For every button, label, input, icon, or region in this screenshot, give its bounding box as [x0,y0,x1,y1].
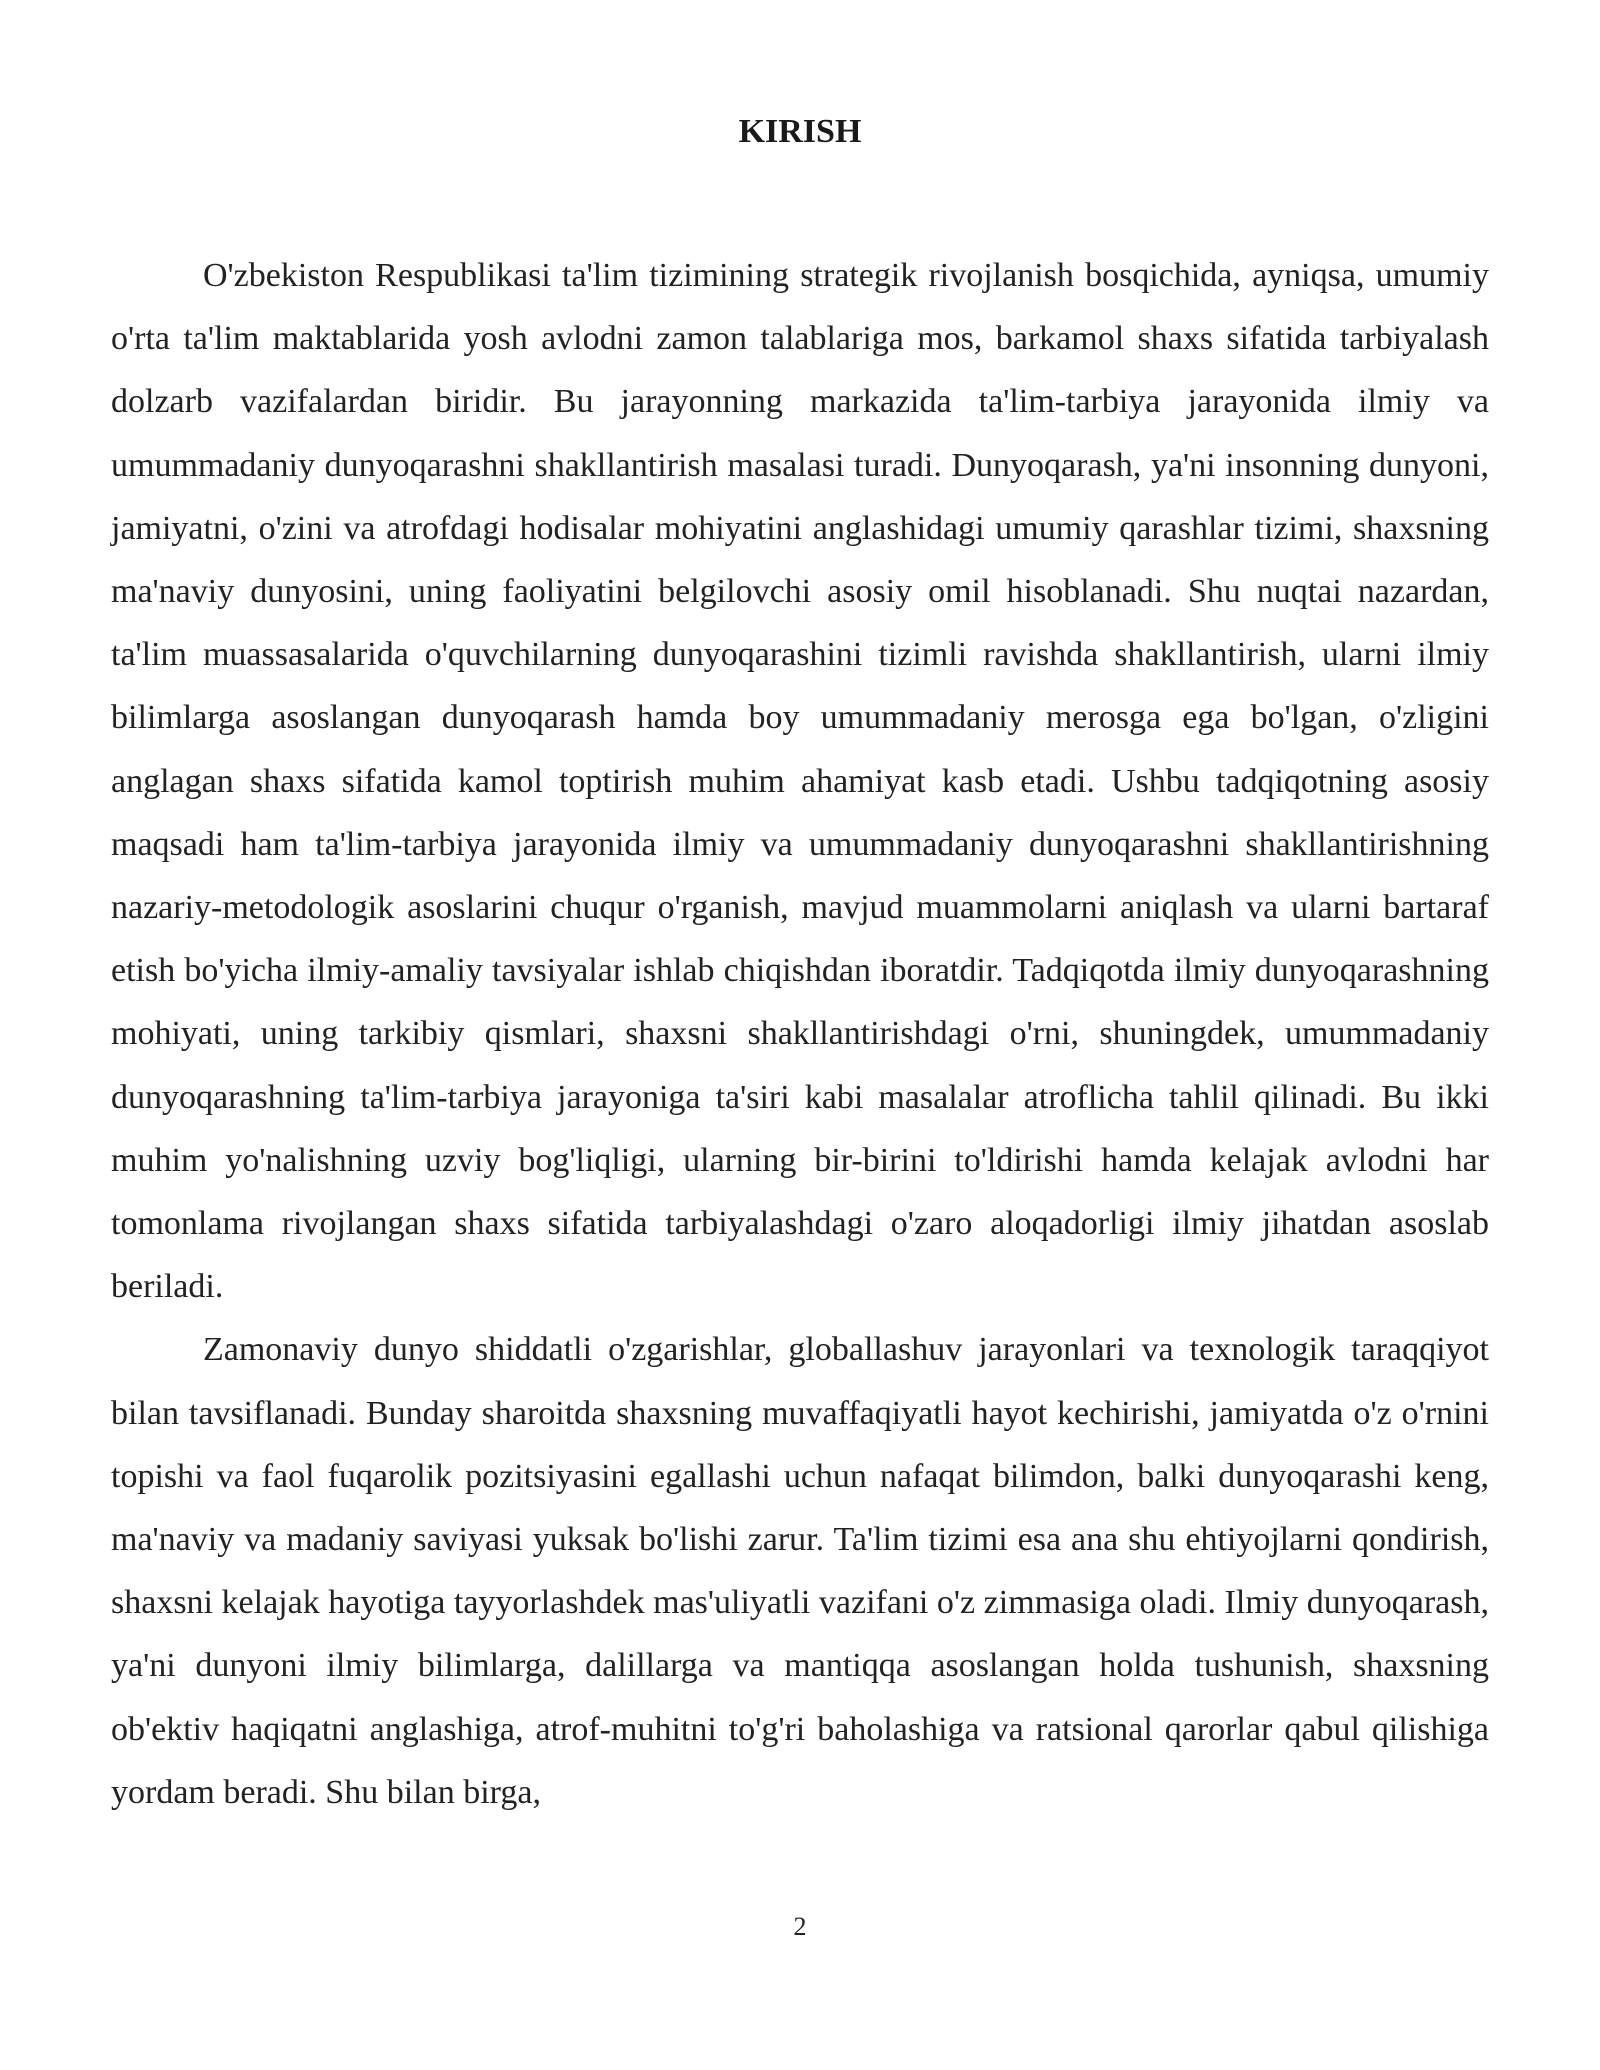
paragraph-2: Zamonaviy dunyo shiddatli o'zgarishlar, globallashuv jarayonlari va texnologik taraqqiyot bilan tavsiflanadi. Bunday sharoitda shaxsning muvaffaqiyatli hayot kechirishi, jamiyatda o'z o'rnini topishi va faol fuqarolik pozitsiyasini egallashi uchun nafaqat bilimdon, balki dunyoqarashi keng, ma'naviy va madaniy saviyasi yuksak bo'lishi zarur. Ta'lim tizimi esa ana shu ehtiyojlarni qondirish, shaxsni kelajak hayotiga tayyorlashdek mas'uliyatli vazifani o'z zimmasiga oladi. Ilmiy dunyoqarash, ya'ni dunyoni ilmiy bilimlarga, dalillarga va mantiqqa asoslangan holda tushunish, shaxsning ob'ektiv haqiqatni anglashiga, atrof-muhitni to'g'ri baholashiga va ratsional qarorlar qabul qilishiga yordam beradi. Shu bilan birga, [111,1331,1489,1811]
paragraph-1: O'zbekiston Respublikasi ta'lim tizimining strategik rivojlanish bosqichida, ayniqsa, umumiy o'rta ta'lim maktablarida yosh avlodni zamon talablariga mos, barkamol shaxs sifatida tarbiyalash dolzarb vazifalardan biridir. Bu jarayonning markazida ta'lim-tarbiya jarayonida ilmiy va umummadaniy dunyoqarashni shakllantirish masalasi turadi. Dunyoqarash, ya'ni insonning dunyoni, jamiyatni, o'zini va atrofdagi hodisalar mohiyatini anglashidagi umumiy qarashlar tizimi, shaxsning ma'naviy dunyosini, uning faoliyatini belgilovchi asosiy omil hisoblanadi. Shu nuqtai nazardan, ta'lim muassasalarida o'quvchilarning dunyoqarashini tizimli ravishda shakllantirish, ularni ilmiy bilimlarga asoslangan dunyoqarash hamda boy umummadaniy merosga ega bo'lgan, o'zligini anglagan shaxs sifatida kamol toptirish muhim ahamiyat kasb etadi. Ushbu tadqiqotning asosiy maqsadi ham ta'lim-tarbiya jarayonida ilmiy va umummadaniy dunyoqarashni shakllantirishning nazariy-metodologik asoslarini chuqur o'rganish, mavjud muammolarni aniqlash va ularni bartaraf etish bo'yicha ilmiy-amaliy tavsiyalar ishlab chiqishdan iboratdir. Tadqiqotda ilmiy dunyoqarashning mohiyati, uning tarkibiy qismlari, shaxsni shakllantirishdagi o'rni, shuningdek, umummadaniy dunyoqarashning ta'lim-tarbiya jarayoniga ta'siri kabi masalalar atroflicha tahlil qilinadi. Bu ikki muhim yo'nalishning uzviy bog'liqligi, ularning bir-birini to'ldirishi hamda kelajak avlodni har tomonlama rivojlangan shaxs sifatida tarbiyalashdagi o'zaro aloqadorligi ilmiy jihatdan asoslab beriladi. [111,257,1489,1306]
body-text [111,244,1489,1824]
section-title: KIRISH [738,113,862,150]
page-number: 2 [793,1912,807,1941]
